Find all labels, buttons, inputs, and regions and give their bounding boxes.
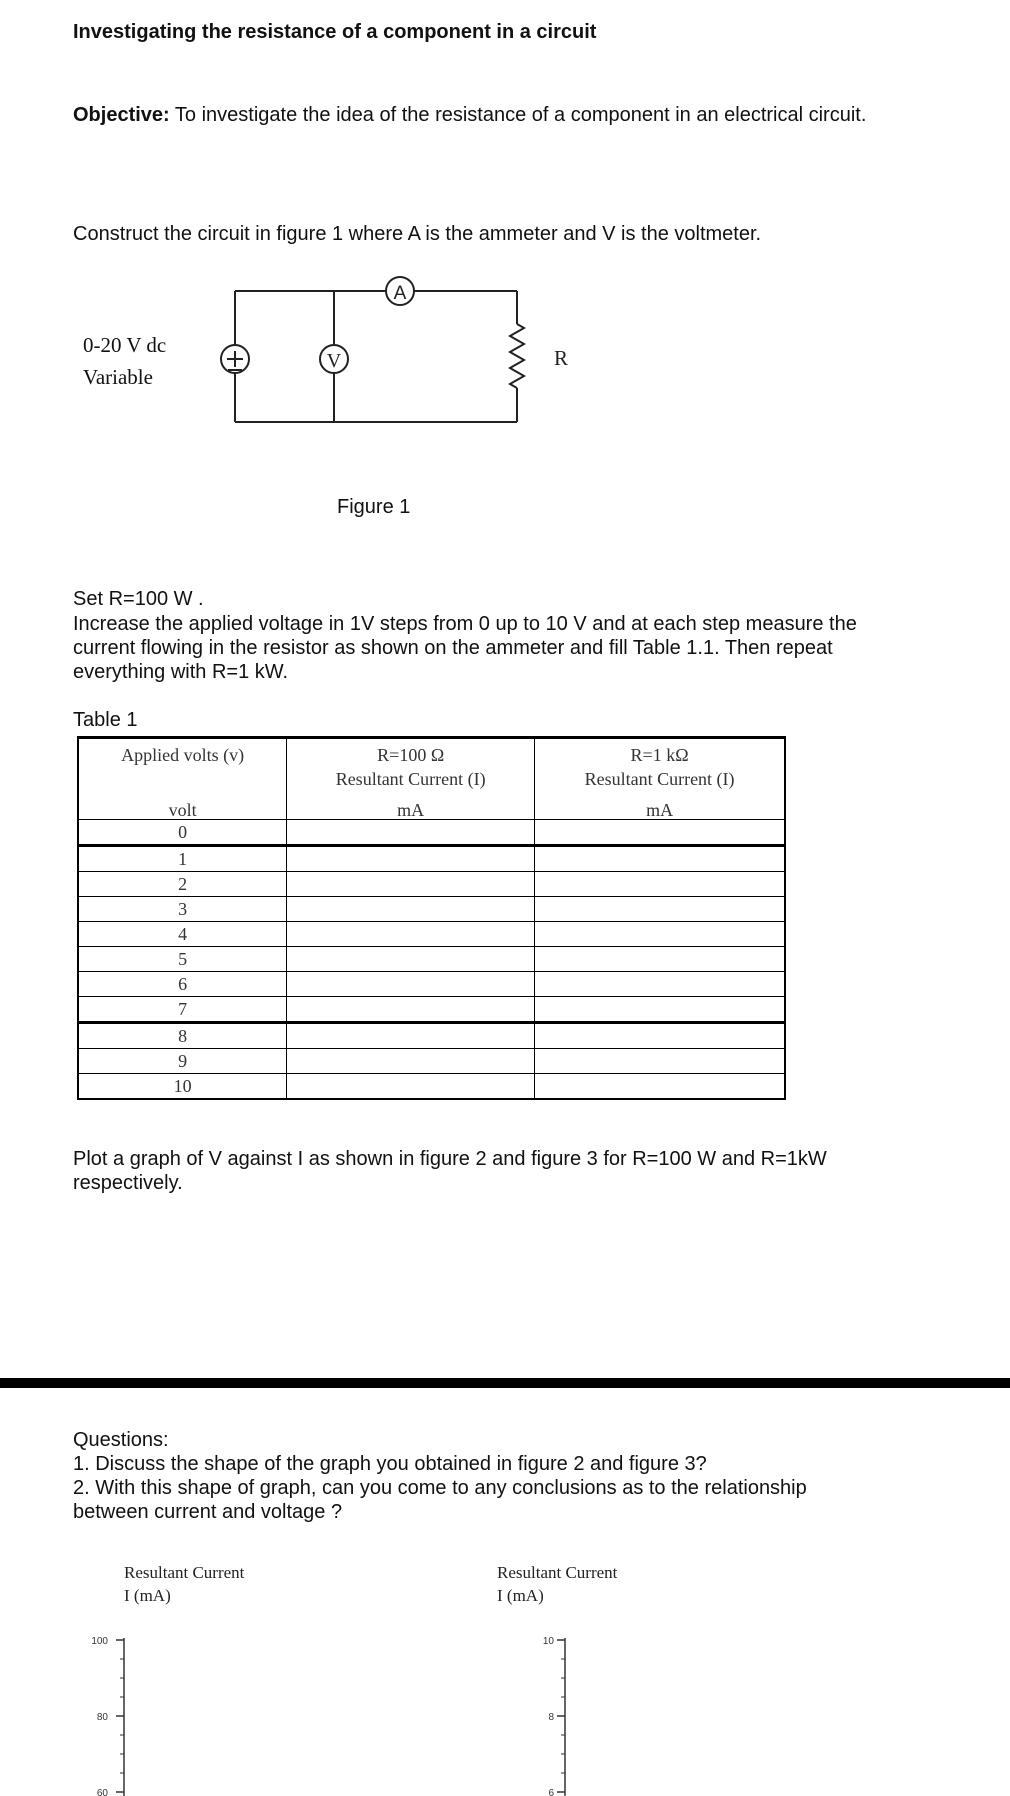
objective-paragraph [73, 103, 873, 127]
current-r1k-cell[interactable] [535, 820, 785, 846]
circuit-schematic [60, 270, 600, 440]
left-tick-label: 80 [96, 1712, 108, 1723]
left-tick-label: 60 [96, 1788, 108, 1796]
table-row [78, 897, 785, 922]
graph-right-title-line2: I (mA) [497, 1586, 544, 1605]
volt-cell: 5 [78, 947, 287, 972]
objective-text: To investigate the idea of the resistance of a component in an electrical circuit. [169, 104, 867, 126]
table-row [78, 1023, 785, 1049]
table-unit-row [78, 799, 785, 820]
table-row [78, 846, 785, 872]
unit-ma-r1k: mA [535, 799, 785, 820]
ammeter-symbol: A [393, 283, 407, 304]
current-r100-cell[interactable] [287, 947, 535, 972]
table-caption: Table 1 [73, 709, 138, 731]
volt-cell: 1 [78, 846, 287, 872]
graph-left-title [124, 1561, 244, 1607]
left-tick-label: 100 [91, 1636, 108, 1647]
voltmeter-symbol: V [326, 350, 342, 372]
current-r1k-cell[interactable] [535, 1074, 785, 1100]
graph-right-axis [520, 1630, 600, 1796]
graph-left-axis [80, 1630, 160, 1796]
table-row [78, 922, 785, 947]
current-r100-cell[interactable] [287, 1023, 535, 1049]
table-row [78, 1049, 785, 1074]
header-r100-title: R=100 Ω [377, 745, 445, 765]
volt-cell: 0 [78, 820, 287, 846]
unit-volt: volt [78, 799, 287, 820]
table-row [78, 872, 785, 897]
measurement-table [77, 736, 786, 1100]
volt-cell: 4 [78, 922, 287, 947]
circuit-diagram [60, 270, 600, 440]
current-r1k-cell[interactable] [535, 947, 785, 972]
table-row [78, 972, 785, 997]
current-r100-cell[interactable] [287, 820, 535, 846]
question-2: 2. With this shape of graph, can you come to any conclusions as to the relationship between current and voltage ? [73, 1477, 807, 1523]
current-r100-cell[interactable] [287, 872, 535, 897]
right-tick-label: 8 [548, 1712, 554, 1723]
current-r1k-cell[interactable] [535, 872, 785, 897]
right-tick-label: 6 [548, 1788, 554, 1796]
current-r100-cell[interactable] [287, 1049, 535, 1074]
current-r1k-cell[interactable] [535, 1023, 785, 1049]
table-header-row [78, 738, 785, 800]
current-r100-cell[interactable] [287, 897, 535, 922]
table-row [78, 997, 785, 1023]
current-r1k-cell[interactable] [535, 922, 785, 947]
volt-cell: 2 [78, 872, 287, 897]
current-r100-cell[interactable] [287, 997, 535, 1023]
set-resistance-text: Set R=100 W . [73, 588, 204, 610]
current-r1k-cell[interactable] [535, 846, 785, 872]
question-1: 1. Discuss the shape of the graph you obtained in figure 2 and figure 3? [73, 1453, 707, 1475]
page-divider [0, 1378, 1010, 1388]
questions-heading: Questions: [73, 1429, 169, 1451]
current-r100-cell[interactable] [287, 972, 535, 997]
graph-right-title [497, 1561, 617, 1607]
graph-left-title-line2: I (mA) [124, 1586, 171, 1605]
header-applied-volts: Applied volts (v) [78, 738, 287, 800]
volt-cell: 9 [78, 1049, 287, 1074]
construct-instruction: Construct the circuit in figure 1 where A is the ammeter and V is the voltmeter. [73, 223, 762, 245]
unit-ma-r100: mA [287, 799, 535, 820]
source-label-variable: Variable [83, 365, 153, 389]
objective-label: Objective: [73, 104, 170, 126]
current-r1k-cell[interactable] [535, 997, 785, 1023]
header-r100 [287, 738, 535, 800]
table-row [78, 1074, 785, 1100]
resistor-label: R [553, 346, 569, 370]
current-r100-cell[interactable] [287, 846, 535, 872]
header-r1k-sub: Resultant Current (I) [584, 769, 735, 789]
header-r100-sub: Resultant Current (I) [335, 769, 486, 789]
volt-cell: 3 [78, 897, 287, 922]
battery-icon [227, 351, 243, 370]
right-tick-label: 10 [542, 1636, 554, 1647]
volt-cell: 8 [78, 1023, 287, 1049]
table-row [78, 947, 785, 972]
graph-right-title-line1: Resultant Current [497, 1563, 618, 1582]
current-r100-cell[interactable] [287, 1074, 535, 1100]
volt-cell: 10 [78, 1074, 287, 1100]
current-r1k-cell[interactable] [535, 972, 785, 997]
header-r1k [535, 738, 785, 800]
figure1-caption: Figure 1 [337, 496, 411, 518]
current-r1k-cell[interactable] [535, 1049, 785, 1074]
volt-cell: 6 [78, 972, 287, 997]
source-label-range: 0-20 V dc [83, 333, 167, 357]
table-row [78, 820, 785, 846]
current-r1k-cell[interactable] [535, 897, 785, 922]
volt-cell: 7 [78, 997, 287, 1023]
header-r1k-title: R=1 kΩ [630, 745, 689, 765]
current-r100-cell[interactable] [287, 922, 535, 947]
instructions-paragraph: Increase the applied voltage in 1V steps from 0 up to 10 V and at each step measure the current flowing in the resistor as shown on the ammeter and fill Table 1.1. Then repeat everything with R=1 kW. [73, 613, 857, 683]
resistor-zigzag [510, 324, 524, 388]
graph-left-title-line1: Resultant Current [124, 1563, 245, 1582]
plot-instruction: Plot a graph of V against I as shown in figure 2 and figure 3 for R=100 W and R=1kW respectively. [73, 1148, 827, 1194]
page-title: Investigating the resistance of a component in a circuit [73, 21, 597, 43]
